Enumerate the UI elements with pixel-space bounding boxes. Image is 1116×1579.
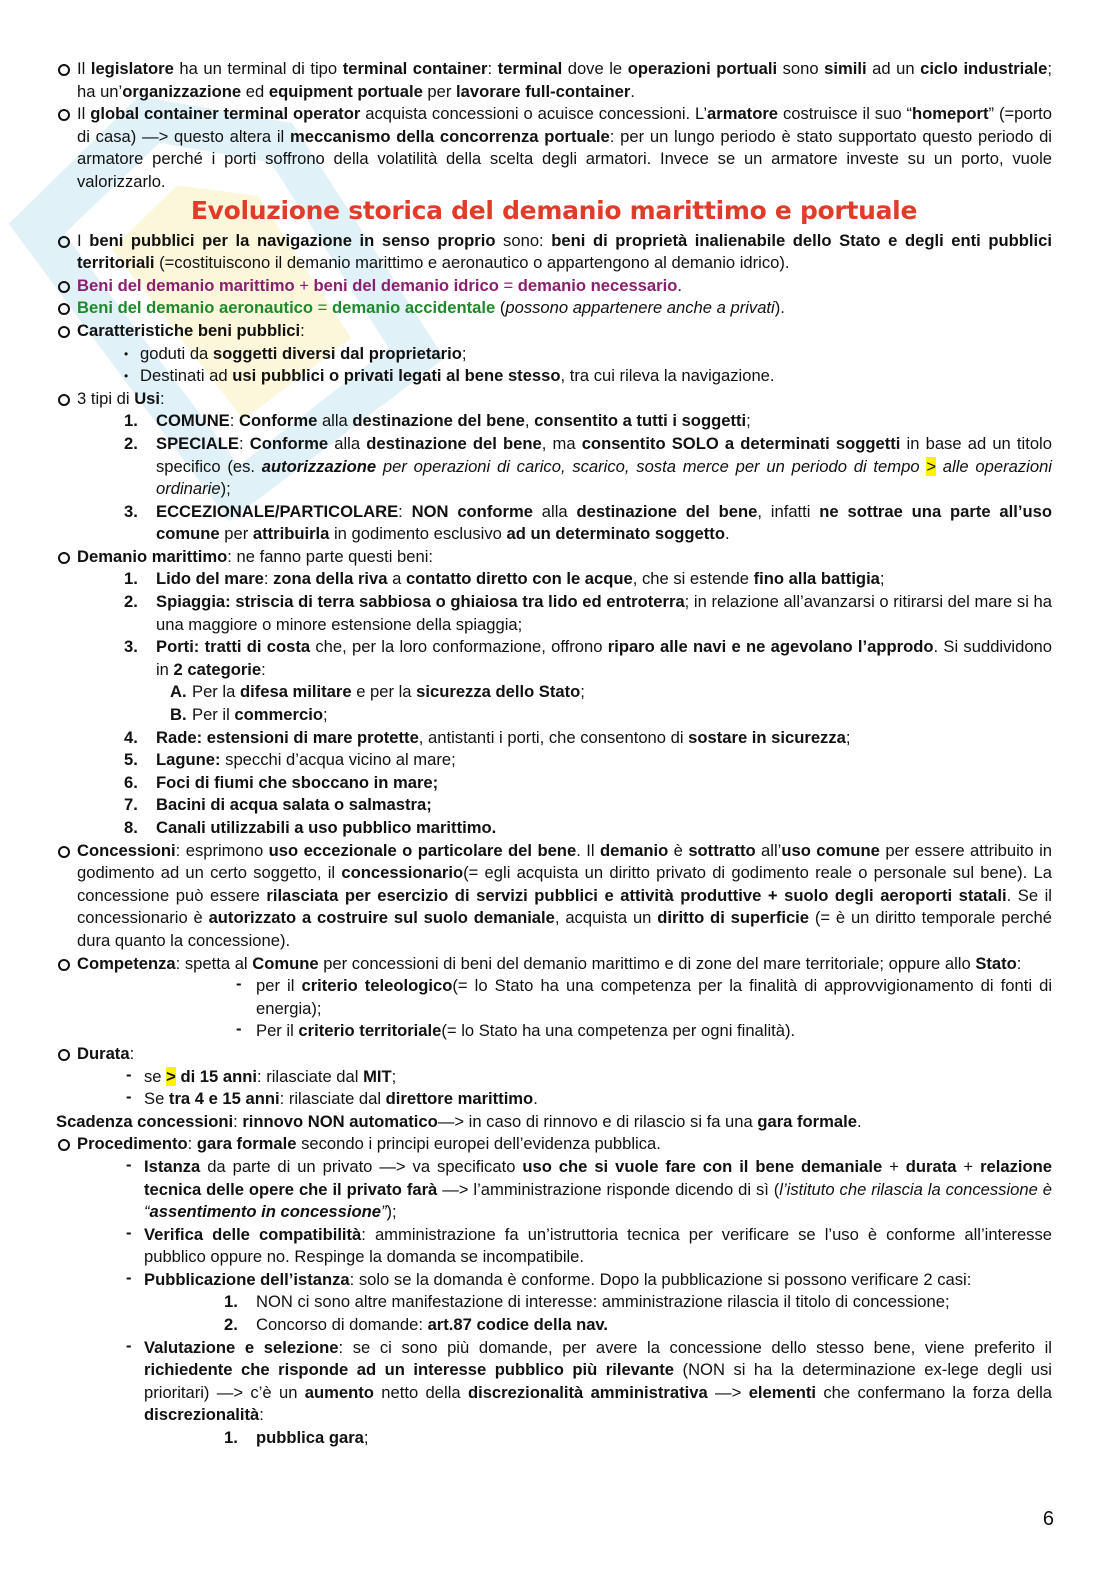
list-item: 7. Bacini di acqua salata o salmastra; [124,795,432,815]
list-item: - Se tra 4 e 15 anni: rilasciate dal direttore marittimo. [56,1088,1052,1111]
list-item: 3. ECCEZIONALE/PARTICOLARE: NON conforme alla destinazione del bene, infatti ne sottrae una parte all’uso comune per attribuirla in godimento esclusivo ad un determinato soggetto. [124,501,1052,544]
paragraph-beni-pubblici: I beni pubblici per la navigazione in senso proprio sono: beni di proprietà inalienabile dello Stato e degli enti pubblici territoriali (=costituiscono il demanio marittimo e aeronautico o appartengono al demanio idrico). [56,230,1052,275]
page-number: 6 [1042,1508,1054,1530]
list-item: 6. Foci di fiumi che sboccano in mare; [124,772,439,792]
list-item: 2. Spiaggia: striscia di terra sabbiosa o ghiaiosa tra lido ed entroterra; in relazione all’avanzarsi o ritirarsi del mare si ha una maggiore o minore estensione della spiaggia; [124,592,1052,634]
list-item: - se > di 15 anni: rilasciate dal MIT; [56,1066,1052,1089]
list-item: 4. Rade: estensioni di mare protette, antistanti i porti, che consentono di sostare in sicurezza; [124,727,851,747]
list-item: - Per il criterio territoriale(= lo Stato ha una competenza per ogni finalità). [56,1020,1052,1043]
paragraph-legislatore: Il legislatore ha un terminal di tipo terminal container: terminal dove le operazioni portuali sono simili ad un ciclo industriale; ha un’organizzazione ed equipment portuale per lavorare full-container. [56,58,1052,103]
list-item: 2. Concorso di domande: art.87 codice della nav. [224,1315,609,1335]
list-item: 1. Lido del mare: zona della riva a contatto diretto con le acque, che si estende fino alla battigia; [124,569,885,589]
list-item: 2. SPECIALE: Conforme alla destinazione del bene, ma consentito SOLO a determinati soggetti in base ad un titolo specifico (es. autorizzazione per operazioni di carico, scarico, sosta merce per un periodo di tempo > alle operazioni ordinarie); [124,433,1052,499]
list-item: - Valutazione e selezione: se ci sono più domande, per avere la concessione dello stesso bene, viene preferito il richiedente che risponde ad un interesse pubblico più rilevante (NON si ha la determinazione ex-lege degli usi prioritari) —> c’è un aumento netto della discrezionalità amministrativa —> elementi che confermano la forza della discrezionalità: [56,1337,1052,1427]
list-item: • goduti da soggetti diversi dal proprietario; [56,343,1052,366]
list-item: 8. Canali utilizzabili a uso pubblico marittimo. [124,818,497,837]
paragraph-demanio-necessario: Beni del demanio marittimo + beni del demanio idrico = demanio necessario. [56,275,1052,298]
list-item: • Destinati ad usi pubblici o privati legati al bene stesso, tra cui rileva la navigazione. [56,365,1052,388]
list-item: B. Per il commercio; [170,705,328,725]
list-item: - Pubblicazione dell’istanza: solo se la domanda è conforme. Dopo la pubblicazione si possono verificare 2 casi: [56,1269,1052,1292]
section-title: Evoluzione storica del demanio marittimo e portuale [190,195,918,225]
paragraph-caratteristiche: Caratteristiche beni pubblici: [56,320,1052,343]
paragraph-competenza: Competenza: spetta al Comune per concessioni di beni del demanio marittimo e di zone del mare territoriale; oppure allo Stato: [56,953,1052,976]
list-item: A. Per la difesa militare e per la sicurezza dello Stato; [170,682,585,702]
list-item: - Verifica delle compatibilità: amministrazione fa un’istruttoria tecnica per verificare se l’uso è conforme all’interesse pubblico oppure no. Respinge la domanda se incompatibile. [56,1224,1052,1269]
list-item: - Istanza da parte di un privato —> va specificato uso che si vuole fare con il bene demaniale + durata + relazione tecnica delle opere che il privato farà —> l’amministrazione risponde dicendo di sì (l’istituto che rilascia la concessione è “assentimento in concessione”); [56,1156,1052,1224]
list-item: 1. pubblica gara; [224,1428,369,1448]
list-item: 1. NON ci sono altre manifestazione di interesse: amministrazione rilascia il titolo di concessione; [224,1292,950,1312]
paragraph-durata: Durata: [56,1043,1052,1066]
paragraph-demanio-marittimo: Demanio marittimo: ne fanno parte questi beni: [56,546,1052,569]
paragraph-global-operator: Il global container terminal operator acquista concessioni o acuisce concessioni. L’armatore costruisce il suo “homeport” (=porto di casa) —> questo altera il meccanismo della concorrenza portuale: per un lungo periodo è stato supportato questo periodo di armatore perché i porti soffrono della volatilità della scelta degli armatori. Invece se un armatore investe su un porto, vuole valorizzarlo. [56,103,1052,193]
list-item: 5. Lagune: specchi d’acqua vicino al mare; [124,750,456,770]
paragraph-tipi-usi: 3 tipi di Usi: [56,388,1052,411]
paragraph-scadenza: Scadenza concessioni: rinnovo NON automatico—> in caso di rinnovo e di rilascio si fa una gara formale. [56,1111,862,1131]
list-item: 3. Porti: tratti di costa che, per la loro conformazione, offrono riparo alle navi e ne agevolano l’approdo. Si suddividono in 2 categorie: [124,637,1053,679]
list-item: 1. COMUNE: Conforme alla destinazione del bene, consentito a tutti i soggetti; [124,411,751,431]
document-body [56,58,1052,1450]
paragraph-demanio-accidentale: Beni del demanio aeronautico = demanio accidentale (possono appartenere anche a privati). [56,297,1052,320]
list-item: - per il criterio teleologico(= lo Stato ha una competenza per la finalità di approvvigionamento di fonti di energia); [56,975,1052,1020]
paragraph-procedimento: Procedimento: gara formale secondo i principi europei dell’evidenza pubblica. [56,1133,1052,1156]
paragraph-concessioni: Concessioni: esprimono uso eccezionale o particolare del bene. Il demanio è sottratto all’uso comune per essere attribuito in godimento ad un certo soggetto, il concessionario(= egli acquista un diritto privato di godimento reale o personale sul bene). La concessione può essere rilasciata per esercizio di servizi pubblici e attività produttive + suolo degli aeroporti statali. Se il concessionario è autorizzato a costruire sul suolo demaniale, acquista un diritto di superficie (= è un diritto temporale perché dura quanto la concessione). [56,840,1052,953]
